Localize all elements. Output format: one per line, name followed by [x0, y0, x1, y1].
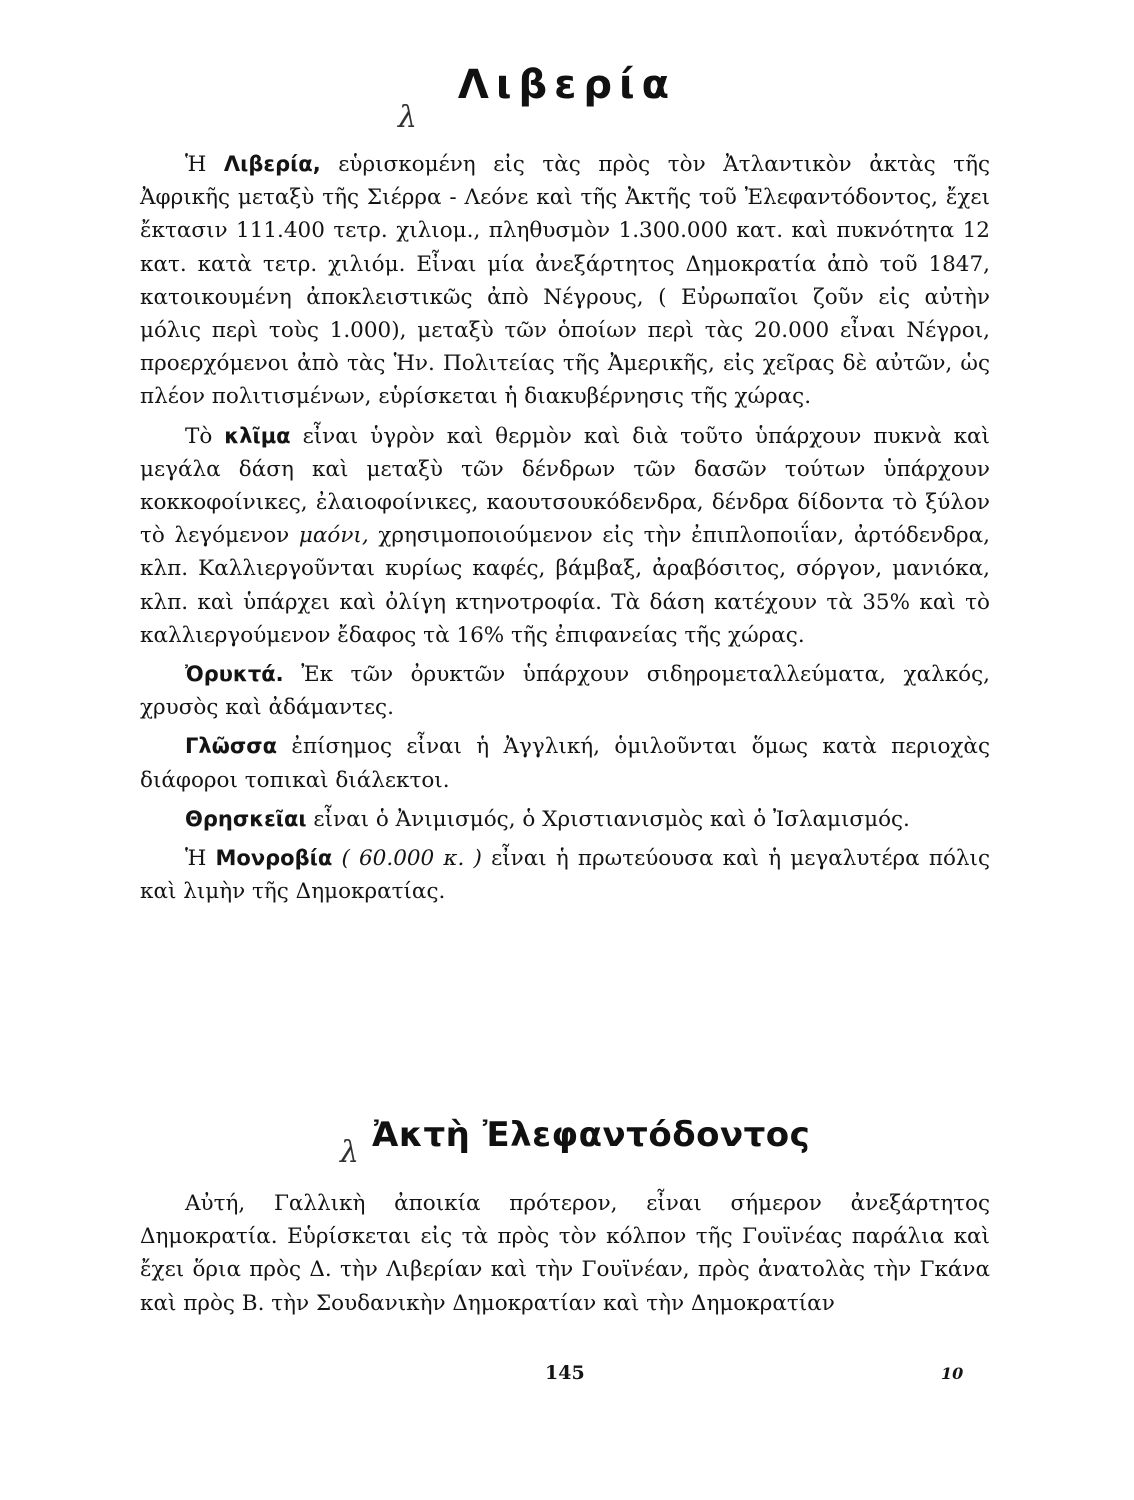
text-run: ἐπίσημος εἶναι ἡ Ἀγγλική, ὁμιλοῦνται ὅμως κατὰ περιοχὰς διάφοροι τοπικαὶ διάλεκτοι.: [140, 734, 990, 793]
ivory-coast-text-block: [140, 1187, 990, 1326]
paragraph: [140, 842, 990, 908]
page-number: 145: [545, 1362, 585, 1384]
bold-term: κλῖμα: [224, 423, 291, 448]
bold-term: Γλῶσσα: [185, 734, 278, 759]
paragraph: [140, 1187, 990, 1320]
text-run: εἶναι ὁ Ἀνιμισμός, ὁ Χριστιανισμὸς καὶ ὁ Ἰσλαμισμός.: [306, 806, 910, 832]
paragraph: [140, 730, 990, 796]
italic-term: μαόνι,: [298, 523, 369, 549]
bold-term: Λιβερία,: [223, 152, 321, 176]
paragraph: [140, 803, 990, 836]
bold-term: Ὀρυκτά.: [185, 662, 284, 687]
paragraph: [140, 658, 990, 724]
text-run: Ἡ: [185, 846, 216, 872]
signature-mark: 10: [941, 1364, 964, 1383]
bold-term: Θρησκεῖαι: [185, 806, 307, 831]
text-run: Ἐκ τῶν ὀρυκτῶν ὑπάρχουν σιδηρομεταλλεύματα, χαλκός, χρυσὸς καὶ ἀδάμαντες.: [140, 662, 990, 721]
text-run: εὑρισκομένη εἰς τὰς πρὸς τὸν Ἀτλαντικὸν ἀκτὰς τῆς Ἀφρικῆς μεταξὺ τῆς Σιέρρα - Λεόνε καὶ τῆς Ἀκτῆς τοῦ Ἐλεφαντόδοντος, ἔχει ἔκτασιν 111.400 τετρ. χιλιομ., πληθυσμὸν 1.300.000 κατ. καὶ πυκνότητα 12 κατ. κατὰ τετρ. χιλιόμ. Εἶναι μία ἀνεξάρτητος Δημοκρατία ἀπὸ τοῦ 1847, κατοικουμένη ἀποκλειστικῶς ἀπὸ Νέγρους, ( Εὐρωπαῖοι ζοῦν εἰς αὐτὴν μόλις περὶ τοὺς 1.000), μεταξὺ τῶν ὁποίων περὶ τὰς 20.000 εἶναι Νέγροι, προερχόμενοι ἀπὸ τὰς Ἡν. Πολιτείας τῆς Ἀμερικῆς, εἰς χεῖρας δὲ αὐτῶν, ὡς πλέον πολιτισμένων, εὑρίσκεται ἡ διακυβέρνησις τῆς χώρας.: [140, 152, 990, 410]
text-run: χρησιμοποιούμενον εἰς τὴν ἐπιπλοποιΐαν, ἀρτόδενδρα, κλπ. Καλλιεργοῦνται κυρίως καφές, βάμβαξ, ἀραβόσιτος, σόργον, μανιόκα, κλπ. καὶ ὑπάρχει καὶ ὀλίγη κτηνοτροφία. Τὰ δάση κατέχουν τὰ 35% καὶ τὸ καλλιεργούμενον ἔδαφος τὰ 16% τῆς ἐπιφανείας τῆς χώρας.: [140, 523, 990, 648]
text-run: εἶναι ἡ πρωτεύουσα καὶ ἡ μεγαλυτέρα πόλις καὶ λιμὴν τῆς Δημοκρατίας.: [140, 846, 991, 905]
section-title-liberia: Λιβερία: [457, 62, 677, 108]
italic-term: ( 60.000 κ. ): [341, 846, 482, 872]
paragraph: [140, 420, 990, 652]
paragraph: [140, 148, 990, 414]
section-title-ivory-coast: Ἀκτὴ Ἐλεφαντόδοντος: [372, 1115, 811, 1155]
handwritten-mark: λ: [398, 100, 418, 135]
bold-term: Μονροβία: [215, 846, 333, 871]
liberia-text-block: [140, 148, 990, 914]
text-run: Ἡ: [185, 152, 224, 177]
text-run: Αὐτή, Γαλλικὴ ἀποικία πρότερον, εἶναι σήμερον ἀνεξάρτητος Δημοκρατία. Εὑρίσκεται εἰς τὰ πρὸς τὸν κόλπον τῆς Γουϊνέας παράλια καὶ ἔχει ὅρια πρὸς Δ. τὴν Λιβερίαν καὶ τὴν Γουϊνέαν, πρὸς ἀνατολὰς τὴν Γκάνα καὶ πρὸς Β. τὴν Σουδανικὴν Δημοκρατίαν καὶ τὴν Δημοκρατίαν: [140, 1191, 990, 1316]
text-run: εἶναι ὑγρὸν καὶ θερμὸν καὶ διὰ τοῦτο ὑπάρχουν πυκνὰ καὶ μεγάλα δάση καὶ μεταξὺ τῶν δένδρων τῶν δασῶν τούτων ὑπάρχουν κοκκοφοίνικες, ἐλαιοφοίνικες, καουτσουκόδενδρα, δένδρα δίδοντα τὸ ξύλον τὸ λεγόμενον: [140, 423, 990, 549]
text-run: Τὸ: [185, 423, 225, 449]
handwritten-mark-2: λ: [340, 1135, 360, 1170]
